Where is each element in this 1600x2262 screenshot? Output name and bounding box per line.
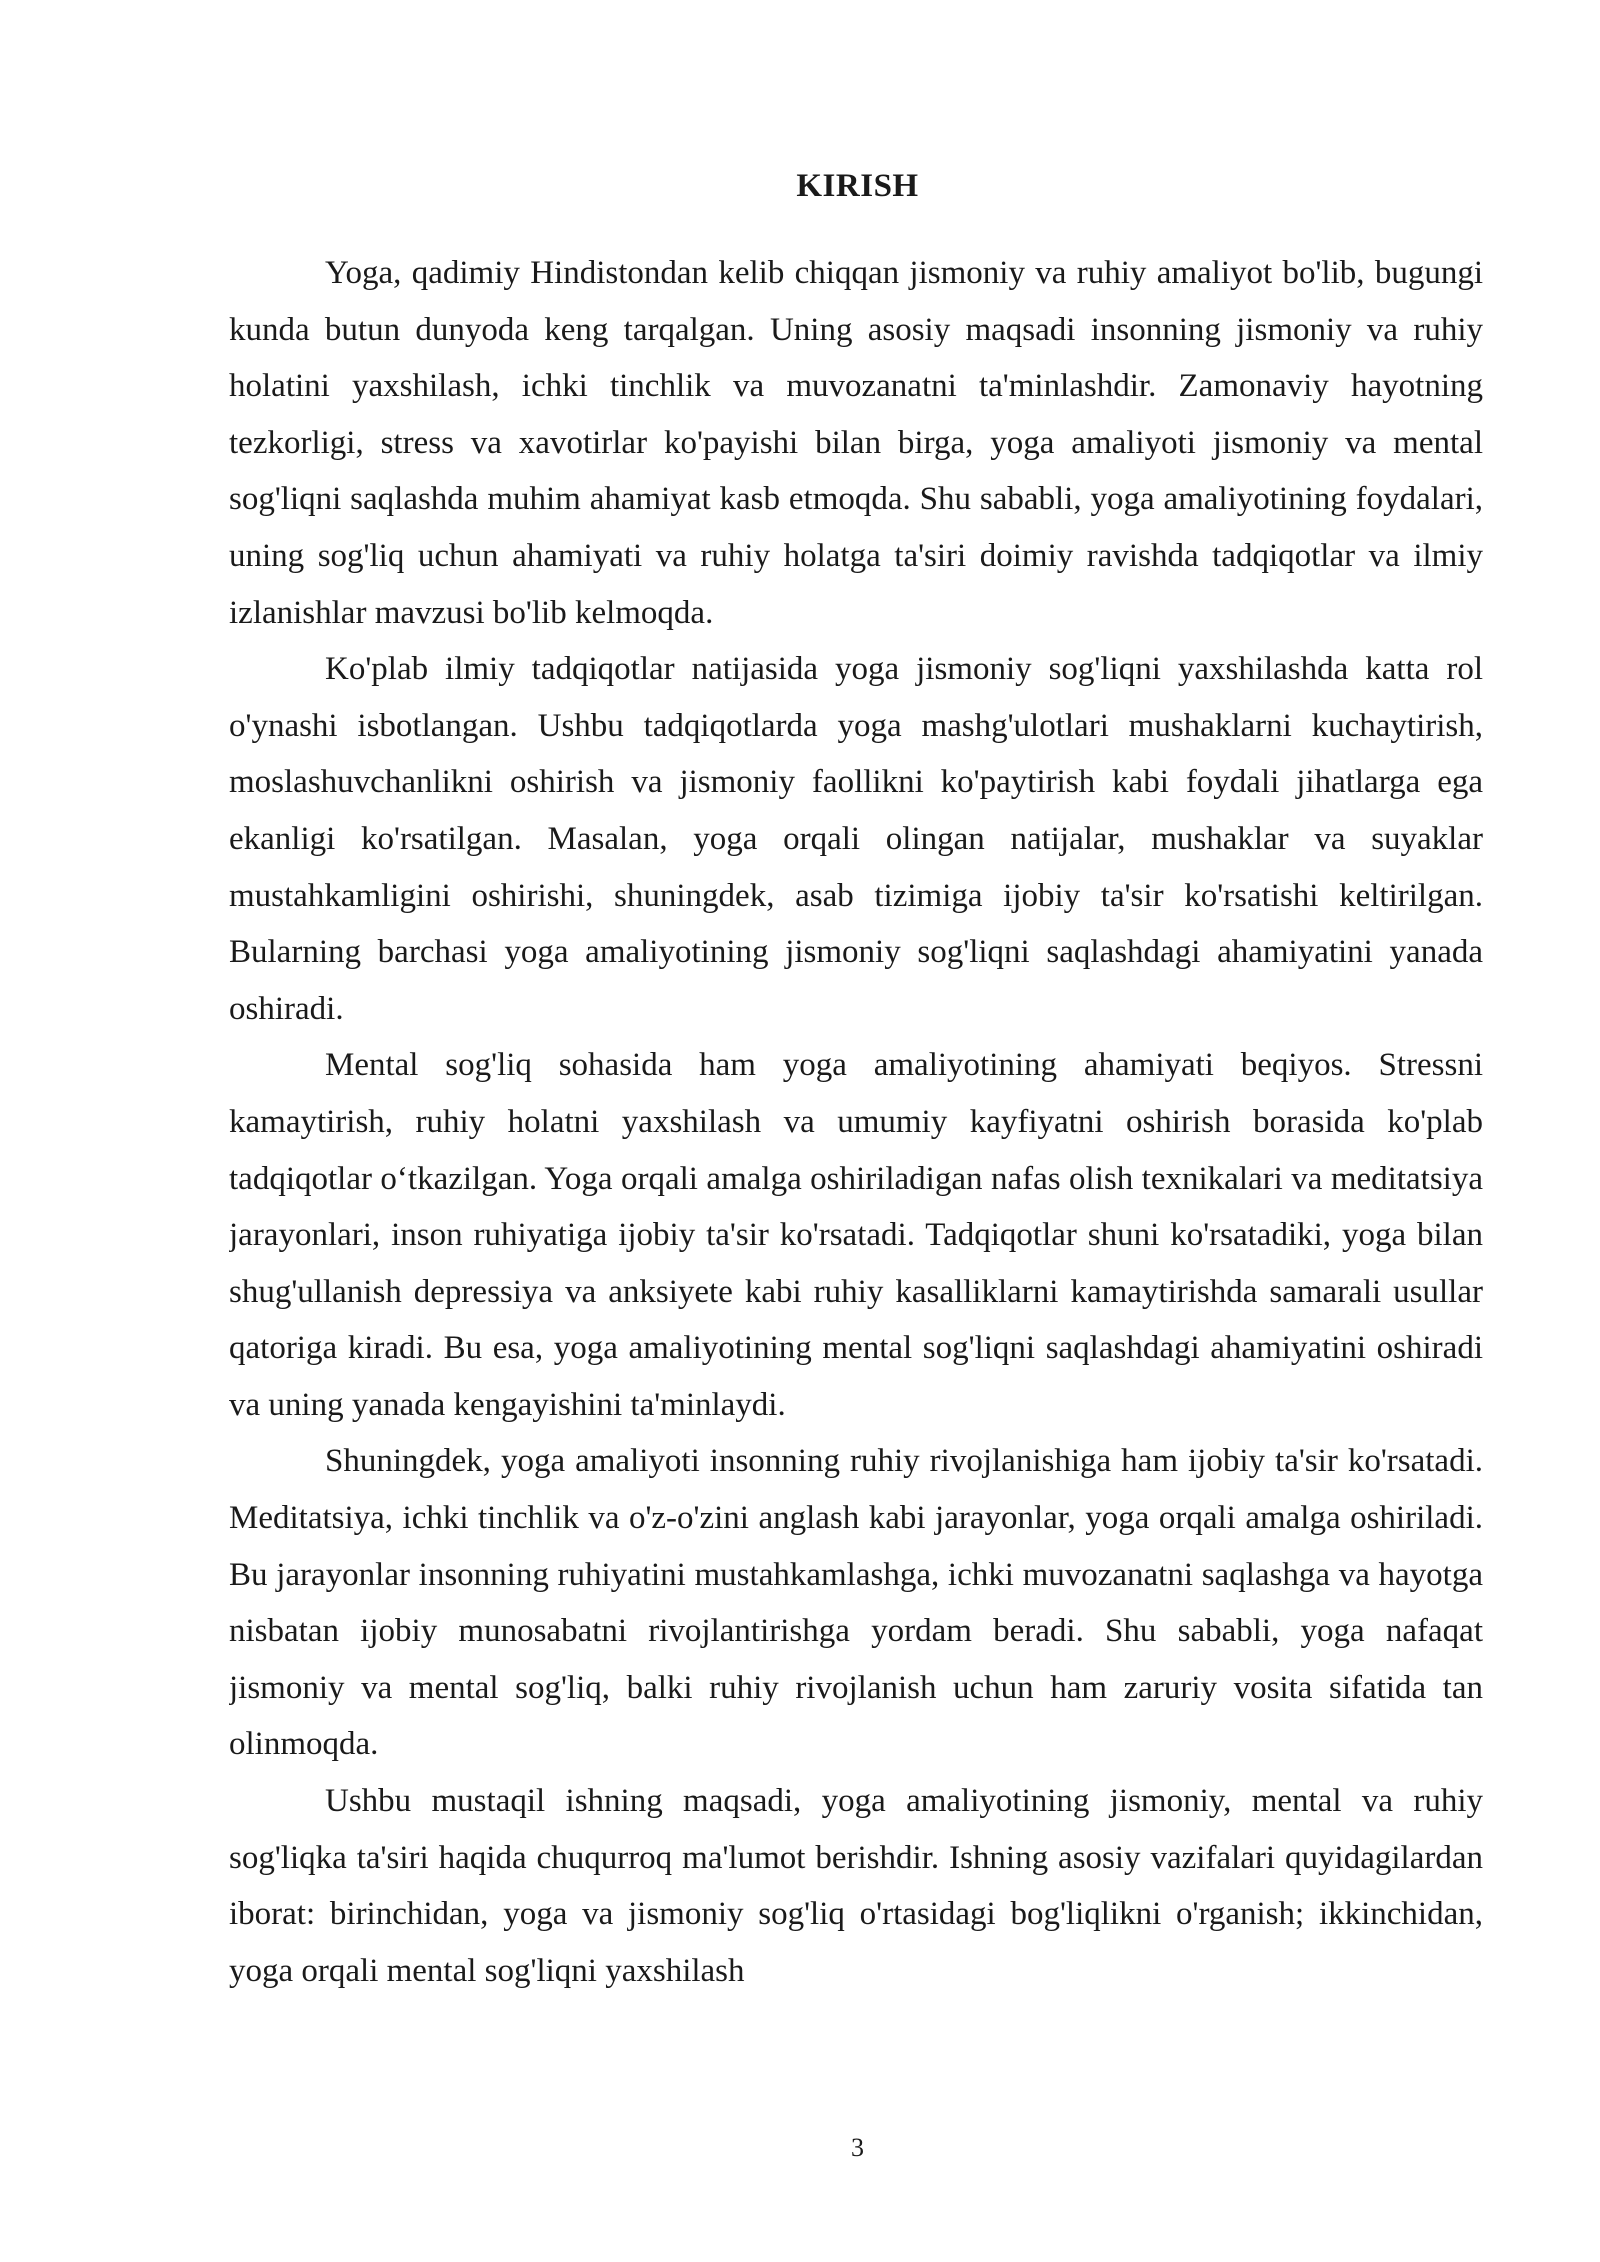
section-heading: KIRISH xyxy=(796,168,919,204)
body-text xyxy=(229,245,1483,2123)
paragraph-5: Ushbu mustaqil ishning maqsadi, yoga amaliyotining jismoniy, mental va ruhiy sog'liqka ta'siri haqida chuqurroq ma'lumot berishdir. Ishning asosiy vazifalari quyidagilardan iborat: birinchidan, yoga va jismoniy sog'liq o'rtasidagi bog'liqlikni o'rganish; ikkinchidan, yoga orqali mental sog'liqni yaxshilash xyxy=(229,1783,1483,1989)
paragraph-2: Ko'plab ilmiy tadqiqotlar natijasida yoga jismoniy sog'liqni yaxshilashda katta rol o'ynashi isbotlangan. Ushbu tadqiqotlarda yoga mashg'ulotlari mushaklarni kuchaytirish, moslashuvchanlikni oshirish va jismoniy faollikni ko'paytirish kabi foydali jihatlarga ega ekanligi ko'rsatilgan. Masalan, yoga orqali olingan natijalar, mushaklar va suyaklar mustahkamligini oshirishi, shuningdek, asab tizimiga ijobiy ta'sir ko'rsatishi keltirilgan. Bularning barchasi yoga amaliyotining jismoniy sog'liqni saqlashdagi ahamiyatini yanada oshiradi. xyxy=(229,651,1483,1027)
paragraph-1: Yoga, qadimiy Hindistondan kelib chiqqan jismoniy va ruhiy amaliyot bo'lib, bugungi kunda butun dunyoda keng tarqalgan. Uning asosiy maqsadi insonning jismoniy va ruhiy holatini yaxshilash, ichki tinchlik va muvozanatni ta'minlashdir. Zamonaviy hayotning tezkorligi, stress va xavotirlar ko'payishi bilan birga, yoga amaliyoti jismoniy va mental sog'liqni saqlashda muhim ahamiyat kasb etmoqda. Shu sababli, yoga amaliyotining foydalari, uning sog'liq uchun ahamiyati va ruhiy holatga ta'siri doimiy ravishda tadqiqotlar va ilmiy izlanishlar mavzusi bo'lib kelmoqda. xyxy=(229,255,1483,631)
paragraph-3: Mental sog'liq sohasida ham yoga amaliyotining ahamiyati beqiyos. Stressni kamaytirish, ruhiy holatni yaxshilash va umumiy kayfiyatni oshirish borasida ko'plab tadqiqotlar o‘tkazilgan. Yoga orqali amalga oshiriladigan nafas olish texnikalari va meditatsiya jarayonlari, inson ruhiyatiga ijobiy ta'sir ko'rsatadi. Tadqiqotlar shuni ko'rsatadiki, yoga bilan shug'ullanish depressiya va anksiyete kabi ruhiy kasalliklarni kamaytirishda samarali usullar qatoriga kiradi. Bu esa, yoga amaliyotining mental sog'liqni saqlashdagi ahamiyatini oshiradi va uning yanada kengayishini ta'minlaydi. xyxy=(229,1047,1483,1423)
paragraph-4: Shuningdek, yoga amaliyoti insonning ruhiy rivojlanishiga ham ijobiy ta'sir ko'rsatadi. Meditatsiya, ichki tinchlik va o'z-o'zini anglash kabi jarayonlar, yoga orqali amalga oshiriladi. Bu jarayonlar insonning ruhiyatini mustahkamlashga, ichki muvozanatni saqlashga va hayotga nisbatan ijobiy munosabatni rivojlantirishga yordam beradi. Shu sababli, yoga nafaqat jismoniy va mental sog'liq, balki ruhiy rivojlanish uchun ham zaruriy vosita sifatida tan olinmoqda. xyxy=(229,1443,1483,1763)
page-number: 3 xyxy=(851,2133,864,2162)
